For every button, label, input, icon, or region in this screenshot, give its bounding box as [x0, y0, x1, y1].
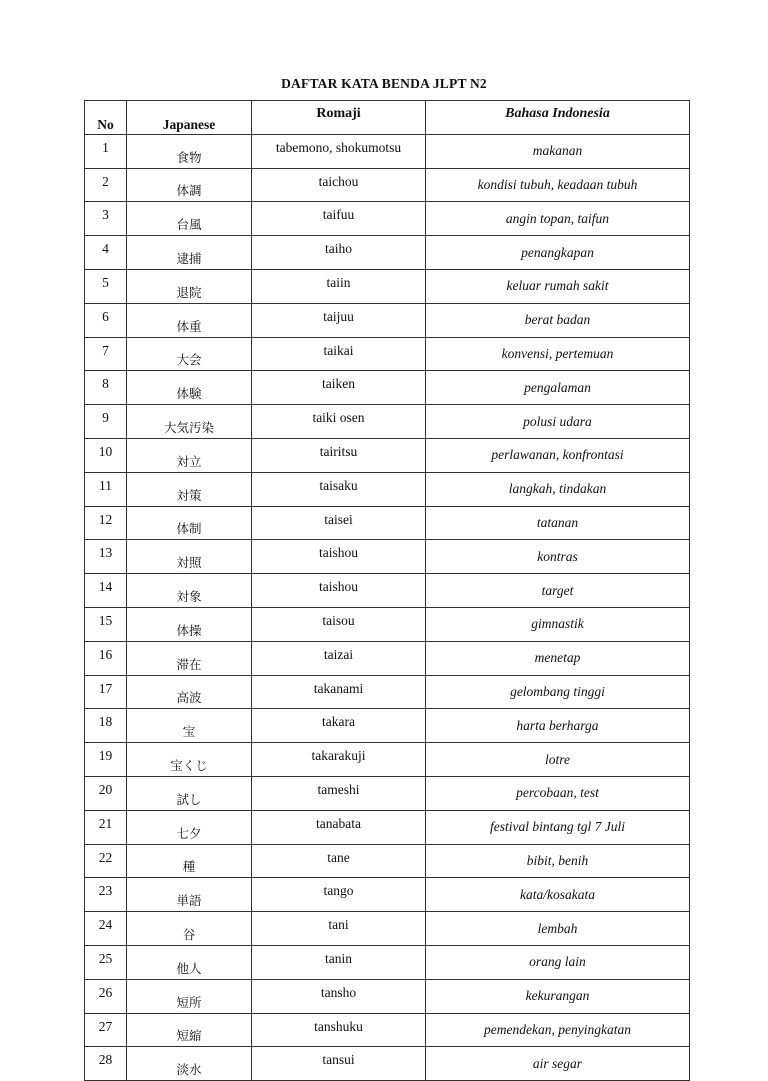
table-row — [85, 912, 690, 946]
cell-bahasa-indonesia: angin topan, taifun — [426, 202, 690, 236]
cell-japanese: 対象 — [127, 574, 252, 608]
table-row — [85, 303, 690, 337]
cell-bahasa-indonesia: kekurangan — [426, 979, 690, 1013]
cell-japanese: 試し — [127, 776, 252, 810]
cell-japanese: 宝 — [127, 709, 252, 743]
cell-no: 23 — [85, 878, 127, 912]
cell-bahasa-indonesia: gelombang tinggi — [426, 675, 690, 709]
cell-no: 17 — [85, 675, 127, 709]
header-romaji: Romaji — [252, 101, 426, 135]
cell-no: 3 — [85, 202, 127, 236]
cell-japanese: 体験 — [127, 371, 252, 405]
cell-japanese: 他人 — [127, 945, 252, 979]
cell-japanese: 大会 — [127, 337, 252, 371]
cell-no: 25 — [85, 945, 127, 979]
cell-japanese: 対照 — [127, 540, 252, 574]
cell-romaji: tairitsu — [252, 438, 426, 472]
table-row — [85, 675, 690, 709]
cell-romaji: taiki osen — [252, 405, 426, 439]
cell-no: 26 — [85, 979, 127, 1013]
table-row — [85, 337, 690, 371]
cell-romaji: taikai — [252, 337, 426, 371]
table-row — [85, 743, 690, 777]
cell-romaji: taishou — [252, 574, 426, 608]
cell-romaji: taichou — [252, 168, 426, 202]
table-body — [85, 134, 690, 1080]
table-row — [85, 472, 690, 506]
cell-japanese: 対策 — [127, 472, 252, 506]
cell-bahasa-indonesia: pengalaman — [426, 371, 690, 405]
table-row — [85, 269, 690, 303]
cell-japanese: 淡水 — [127, 1047, 252, 1081]
cell-bahasa-indonesia: gimnastik — [426, 607, 690, 641]
cell-bahasa-indonesia: percobaan, test — [426, 776, 690, 810]
vocabulary-table — [84, 100, 690, 1081]
table-row — [85, 574, 690, 608]
cell-bahasa-indonesia: langkah, tindakan — [426, 472, 690, 506]
cell-bahasa-indonesia: harta berharga — [426, 709, 690, 743]
cell-romaji: takarakuji — [252, 743, 426, 777]
cell-japanese: 種 — [127, 844, 252, 878]
table-row — [85, 979, 690, 1013]
table-row — [85, 878, 690, 912]
table-row — [85, 168, 690, 202]
cell-bahasa-indonesia: festival bintang tgl 7 Juli — [426, 810, 690, 844]
cell-bahasa-indonesia: tatanan — [426, 506, 690, 540]
table-row — [85, 844, 690, 878]
table-row — [85, 134, 690, 168]
cell-romaji: taijuu — [252, 303, 426, 337]
cell-romaji: taiin — [252, 269, 426, 303]
cell-no: 28 — [85, 1047, 127, 1081]
cell-japanese: 宝くじ — [127, 743, 252, 777]
cell-japanese: 台風 — [127, 202, 252, 236]
cell-romaji: taifuu — [252, 202, 426, 236]
cell-japanese: 食物 — [127, 134, 252, 168]
cell-no: 19 — [85, 743, 127, 777]
cell-romaji: taiho — [252, 236, 426, 270]
cell-japanese: 大気汚染 — [127, 405, 252, 439]
cell-no: 12 — [85, 506, 127, 540]
cell-bahasa-indonesia: orang lain — [426, 945, 690, 979]
cell-no: 13 — [85, 540, 127, 574]
cell-bahasa-indonesia: kontras — [426, 540, 690, 574]
cell-romaji: tansho — [252, 979, 426, 1013]
cell-japanese: 七夕 — [127, 810, 252, 844]
cell-japanese: 退院 — [127, 269, 252, 303]
cell-bahasa-indonesia: keluar rumah sakit — [426, 269, 690, 303]
cell-no: 16 — [85, 641, 127, 675]
cell-romaji: takanami — [252, 675, 426, 709]
cell-romaji: tameshi — [252, 776, 426, 810]
cell-romaji: taiken — [252, 371, 426, 405]
cell-romaji: tansui — [252, 1047, 426, 1081]
cell-bahasa-indonesia: target — [426, 574, 690, 608]
table-row — [85, 202, 690, 236]
header-no: No — [85, 101, 127, 135]
cell-no: 14 — [85, 574, 127, 608]
cell-no: 21 — [85, 810, 127, 844]
cell-no: 5 — [85, 269, 127, 303]
table-header-row — [85, 101, 690, 135]
table-row — [85, 709, 690, 743]
cell-bahasa-indonesia: kata/kosakata — [426, 878, 690, 912]
cell-romaji: tabemono, shokumotsu — [252, 134, 426, 168]
cell-bahasa-indonesia: berat badan — [426, 303, 690, 337]
cell-no: 2 — [85, 168, 127, 202]
cell-romaji: taizai — [252, 641, 426, 675]
table-row — [85, 540, 690, 574]
cell-bahasa-indonesia: polusi udara — [426, 405, 690, 439]
cell-japanese: 谷 — [127, 912, 252, 946]
cell-romaji: taisei — [252, 506, 426, 540]
cell-no: 4 — [85, 236, 127, 270]
cell-japanese: 体操 — [127, 607, 252, 641]
cell-no: 18 — [85, 709, 127, 743]
cell-bahasa-indonesia: air segar — [426, 1047, 690, 1081]
cell-romaji: tane — [252, 844, 426, 878]
cell-no: 22 — [85, 844, 127, 878]
table-row — [85, 506, 690, 540]
cell-japanese: 短所 — [127, 979, 252, 1013]
cell-no: 8 — [85, 371, 127, 405]
header-japanese: Japanese — [127, 101, 252, 135]
cell-no: 9 — [85, 405, 127, 439]
header-bahasa-indonesia: Bahasa Indonesia — [426, 101, 690, 135]
cell-no: 24 — [85, 912, 127, 946]
cell-romaji: takara — [252, 709, 426, 743]
cell-japanese: 体重 — [127, 303, 252, 337]
table-row — [85, 1013, 690, 1047]
cell-bahasa-indonesia: lotre — [426, 743, 690, 777]
cell-bahasa-indonesia: perlawanan, konfrontasi — [426, 438, 690, 472]
table-row — [85, 945, 690, 979]
cell-no: 10 — [85, 438, 127, 472]
cell-romaji: taisaku — [252, 472, 426, 506]
cell-romaji: tani — [252, 912, 426, 946]
cell-bahasa-indonesia: pemendekan, penyingkatan — [426, 1013, 690, 1047]
cell-romaji: tanabata — [252, 810, 426, 844]
cell-japanese: 体制 — [127, 506, 252, 540]
cell-romaji: tango — [252, 878, 426, 912]
cell-bahasa-indonesia: penangkapan — [426, 236, 690, 270]
table-row — [85, 405, 690, 439]
cell-no: 7 — [85, 337, 127, 371]
cell-japanese: 短縮 — [127, 1013, 252, 1047]
table-row — [85, 438, 690, 472]
cell-japanese: 逮捕 — [127, 236, 252, 270]
cell-japanese: 高波 — [127, 675, 252, 709]
cell-japanese: 対立 — [127, 438, 252, 472]
cell-bahasa-indonesia: menetap — [426, 641, 690, 675]
cell-bahasa-indonesia: makanan — [426, 134, 690, 168]
cell-japanese: 滞在 — [127, 641, 252, 675]
cell-japanese: 体調 — [127, 168, 252, 202]
document-title: DAFTAR KATA BENDA JLPT N2 — [281, 76, 487, 91]
cell-bahasa-indonesia: konvensi, pertemuan — [426, 337, 690, 371]
cell-romaji: tanshuku — [252, 1013, 426, 1047]
cell-no: 6 — [85, 303, 127, 337]
cell-romaji: taishou — [252, 540, 426, 574]
cell-no: 1 — [85, 134, 127, 168]
cell-no: 15 — [85, 607, 127, 641]
cell-no: 20 — [85, 776, 127, 810]
cell-romaji: tanin — [252, 945, 426, 979]
cell-no: 11 — [85, 472, 127, 506]
cell-bahasa-indonesia: lembah — [426, 912, 690, 946]
table-row — [85, 1047, 690, 1081]
cell-bahasa-indonesia: kondisi tubuh, keadaan tubuh — [426, 168, 690, 202]
table-row — [85, 607, 690, 641]
cell-no: 27 — [85, 1013, 127, 1047]
cell-romaji: taisou — [252, 607, 426, 641]
cell-bahasa-indonesia: bibit, benih — [426, 844, 690, 878]
table-row — [85, 371, 690, 405]
table-row — [85, 776, 690, 810]
table-row — [85, 641, 690, 675]
table-row — [85, 236, 690, 270]
cell-japanese: 単語 — [127, 878, 252, 912]
table-row — [85, 810, 690, 844]
